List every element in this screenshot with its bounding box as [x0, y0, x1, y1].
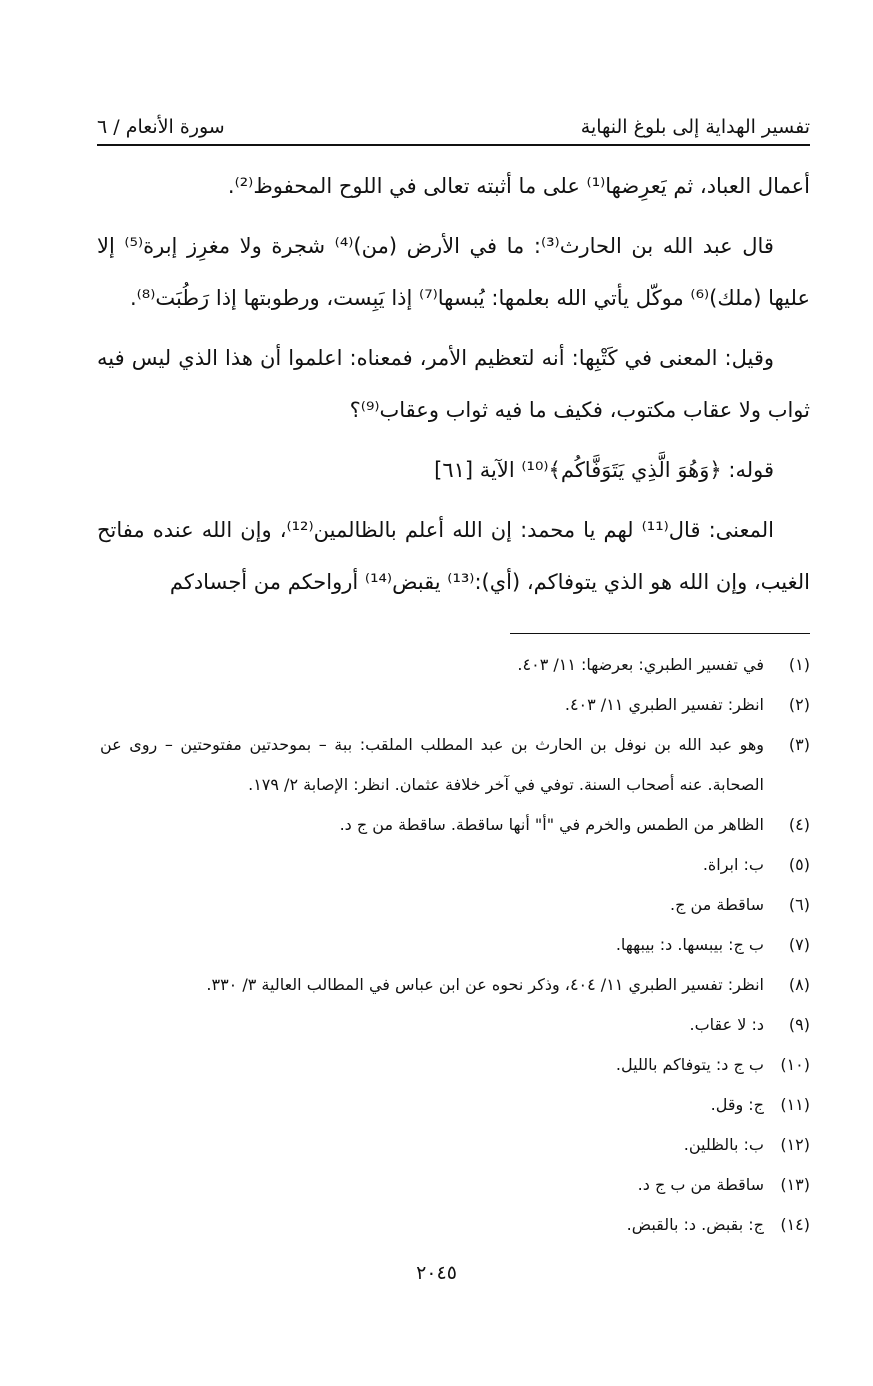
- footnote: [100, 725, 810, 805]
- footnote-text: انظر: تفسير الطبري ١١/ ٤٠٤، وذكر نحوه عن ابن عباس في المطالب العالية ٣/ ٣٣٠.: [206, 975, 764, 994]
- surah-label: سورة الأنعام / ٦: [97, 116, 225, 138]
- footnote: [100, 685, 810, 725]
- footnote-number: (٥): [788, 855, 810, 874]
- footnote-text: ج: وقل.: [710, 1095, 764, 1114]
- footnote-text: في تفسير الطبري: بعرضها: ١١/ ٤٠٣.: [517, 655, 764, 674]
- footnote-number: (١٢): [780, 1135, 810, 1154]
- footnote-number: (٩): [788, 1015, 810, 1034]
- footnote: [100, 1125, 810, 1165]
- footnote-number: (١٠): [780, 1055, 810, 1074]
- footnote-text: انظر: تفسير الطبري ١١/ ٤٠٣.: [564, 695, 764, 714]
- footnote-text: وهو عبد الله بن نوفل بن الحارث بن عبد المطلب الملقب: ببة – بموحدتين مفتوحتين – روى عن الصحابة. عنه أصحاب السنة. توفي في آخر خلافة عثمان. انظر: الإصابة ٢/ ١٧٩.: [100, 735, 764, 794]
- book-title: تفسير الهداية إلى بلوغ النهاية: [580, 116, 810, 138]
- footnote: [100, 925, 810, 965]
- footnote: [100, 645, 810, 685]
- footnote: [100, 1165, 810, 1205]
- footnote-number: (٨): [788, 975, 810, 994]
- footnote: [100, 1205, 810, 1245]
- footnote: [100, 845, 810, 885]
- running-header: [97, 100, 810, 146]
- footnote-number: (٦): [788, 895, 810, 914]
- paragraph-5: المعنى: قال⁽¹¹⁾ لهم يا محمد: إن الله أعلم بالظالمين⁽¹²⁾، وإن الله عنده مفاتح الغيب، وإن الله هو الذي يتوفاكم، (أي):⁽¹³⁾ يقبض⁽¹⁴⁾ أرواحكم من أجسادكم: [97, 518, 810, 594]
- footnote: [100, 965, 810, 1005]
- footnote-number: (٣): [788, 735, 810, 754]
- paragraph-4-verse: قوله: ﴿وَهُوَ الَّذِي يَتَوَفَّاكُم﴾⁽¹⁰⁾ الآية [٦١]: [434, 458, 774, 482]
- footnote-number: (٤): [788, 815, 810, 834]
- footnote: [100, 1045, 810, 1085]
- footnote-number: (١): [788, 655, 810, 674]
- paragraph-2: قال عبد الله بن الحارث⁽³⁾: ما في الأرض (من)⁽⁴⁾ شجرة ولا مغرِز إبرة⁽⁵⁾ إلا عليها (ملك)⁽⁶⁾ موكّل يأتي الله بعلمها: يُبسها⁽⁷⁾ إذا يَبِست، ورطوبتها إذا رَطُبَت⁽⁸⁾.: [97, 234, 810, 310]
- footnote-number: (١١): [780, 1095, 810, 1114]
- footnotes-list: [100, 645, 810, 1245]
- footnote-number: (١٤): [780, 1215, 810, 1234]
- paragraph-1: أعمال العباد، ثم يَعرِضها⁽¹⁾ على ما أثبته تعالى في اللوح المحفوظ⁽²⁾.: [227, 174, 810, 198]
- footnote: [100, 1085, 810, 1125]
- footnote-text: د: لا عقاب.: [689, 1015, 764, 1034]
- footnote-text: ب: ابراة.: [702, 855, 764, 874]
- footnote-text: ساقطة من ج.: [670, 895, 764, 914]
- footnote-number: (٢): [788, 695, 810, 714]
- footnote: [100, 1005, 810, 1045]
- footnote-number: (٧): [788, 935, 810, 954]
- main-text: [97, 160, 810, 608]
- footnote-separator: [510, 633, 810, 634]
- footnote-text: ساقطة من ب ج د.: [637, 1175, 764, 1194]
- footnote-text: ب ج د: يتوفاكم بالليل.: [615, 1055, 764, 1074]
- paragraph-3: وقيل: المعنى في كَتْبِها: أنه لتعظيم الأمر، فمعناه: اعلموا أن هذا الذي ليس فيه ثواب ولا عقاب مكتوب، فكيف ما فيه ثواب وعقاب⁽⁹⁾؟: [97, 346, 810, 422]
- footnote-text: الظاهر من الطمس والخرم في "أ" أنها ساقطة. ساقطة من ج د.: [339, 815, 764, 834]
- footnote: [100, 805, 810, 845]
- footnote: [100, 885, 810, 925]
- page-number: ٢٠٤٥: [416, 1262, 457, 1284]
- footnote-number: (١٣): [780, 1175, 810, 1194]
- footnote-text: ج: بقبض. د: بالقبض.: [626, 1215, 764, 1234]
- footnote-text: ب: بالظلين.: [683, 1135, 764, 1154]
- footnote-text: ب ج: بيبسها. د: بيبهها.: [615, 935, 764, 954]
